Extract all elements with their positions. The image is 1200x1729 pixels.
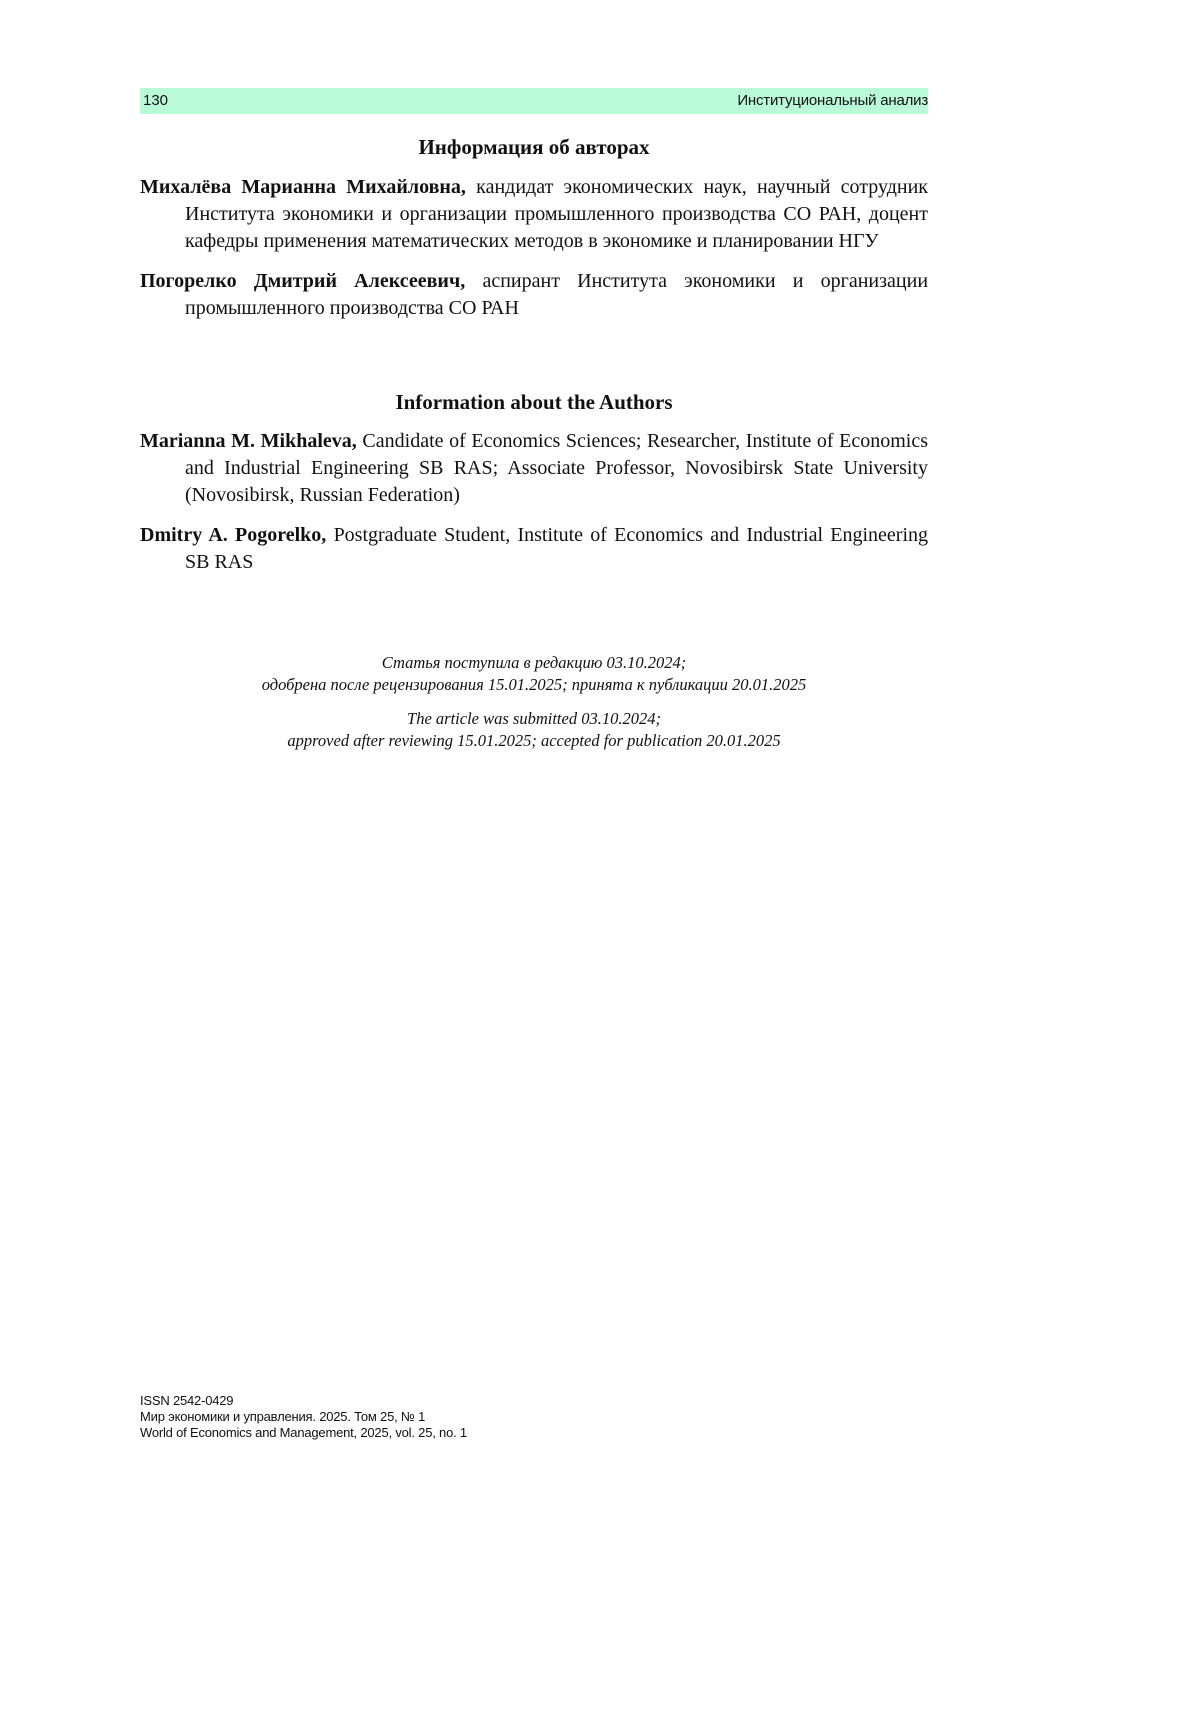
journal-footer bbox=[140, 1393, 467, 1441]
author-description: аспирант Института экономики и организации промышленного производства СО РАН bbox=[185, 270, 929, 319]
journal-citation-en: World of Economics and Management, 2025, vol. 25, no. 1 bbox=[140, 1425, 467, 1440]
author-name: Погорелко Дмитрий Алексеевич, bbox=[140, 270, 466, 292]
author-name: Михалёва Марианна Михайловна, bbox=[140, 176, 466, 198]
author-entry-pogorelko-en bbox=[140, 522, 928, 576]
author-description: Candidate of Economics Sciences; Researcher, Institute of Economics and Industrial Engineering SB RAS; Associate Professor, Novosibirsk State University (Novosibirsk, Russian Federation) bbox=[185, 430, 929, 506]
dates-en-line1: The article was submitted 03.10.2024; bbox=[407, 709, 661, 728]
authors-info-en bbox=[140, 389, 928, 576]
authors-info-ru bbox=[140, 134, 928, 322]
running-header bbox=[140, 88, 928, 114]
dates-ru-line1: Статья поступила в редакцию 03.10.2024; bbox=[381, 653, 687, 672]
authors-info-ru-title: Информация об авторах bbox=[418, 135, 650, 159]
author-description: кандидат экономических наук, научный сотрудник Института экономики и организации промышленного производства СО РАН, доцент кафедры применения математических методов в экономике и планировании НГУ bbox=[185, 176, 928, 252]
dates-en-line2: approved after reviewing 15.01.2025; accepted for publication 20.01.2025 bbox=[287, 731, 781, 750]
author-entry-mikhaleva-en bbox=[140, 428, 928, 509]
dates-ru-line2: одобрена после рецензирования 15.01.2025; принята к публикации 20.01.2025 bbox=[261, 675, 807, 694]
author-description: Postgraduate Student, Institute of Economics and Industrial Engineering SB RAS bbox=[185, 524, 929, 573]
authors-info-en-title: Information about the Authors bbox=[395, 390, 673, 414]
section-name: Институциональный анализ bbox=[737, 92, 928, 109]
page-number: 130 bbox=[143, 92, 169, 109]
article-dates-ru bbox=[140, 652, 928, 696]
author-entry-mikhaleva-ru bbox=[140, 174, 928, 255]
article-dates-en bbox=[140, 708, 928, 752]
issn: ISSN 2542-0429 bbox=[140, 1393, 234, 1408]
author-name: Marianna M. Mikhaleva, bbox=[140, 430, 357, 452]
author-name: Dmitry A. Pogorelko, bbox=[140, 524, 327, 546]
journal-citation-ru: Мир экономики и управления. 2025. Том 25, № 1 bbox=[140, 1409, 426, 1424]
author-entry-pogorelko-ru bbox=[140, 268, 928, 322]
